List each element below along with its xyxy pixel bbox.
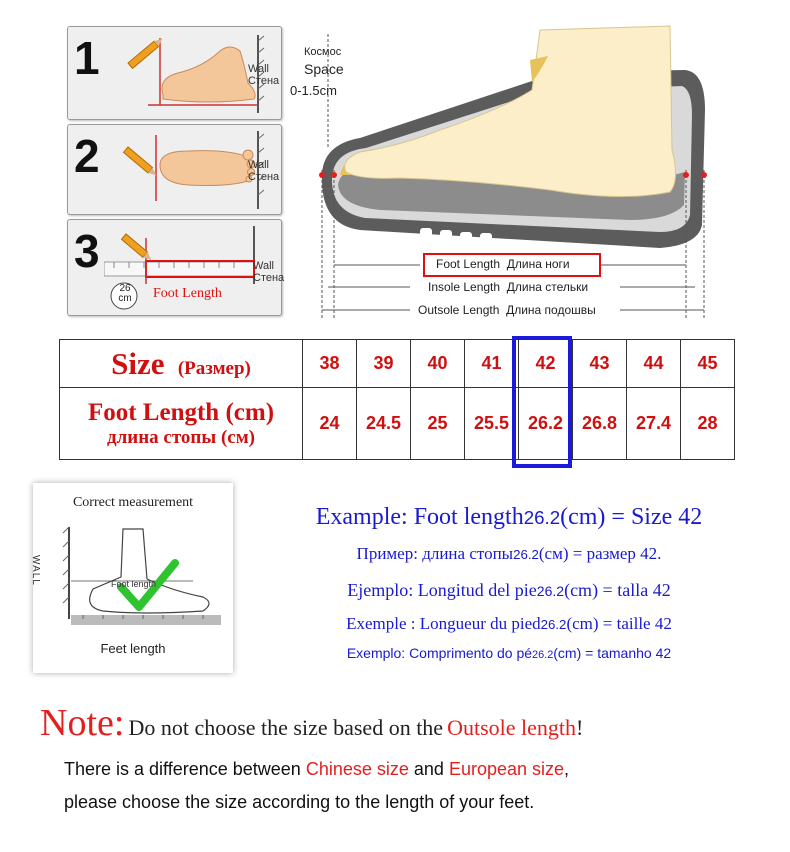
foot-length-label: Foot Length bbox=[153, 286, 222, 301]
outsole-length-line-label: Outsole Length Длина подошвы bbox=[418, 303, 596, 317]
note-line-3: please choose the size according to the length of your feet. bbox=[64, 792, 535, 812]
space-label-en: Space bbox=[304, 61, 344, 77]
size-cell: 41 bbox=[465, 340, 519, 388]
length-cell: 24.5 bbox=[357, 388, 411, 460]
example-fr: Exemple : Longueur du pied26.2(cm) = taille 42 bbox=[346, 614, 672, 633]
length-header: Foot Length (cm) длина стопы (см) bbox=[60, 388, 303, 460]
step-3-panel bbox=[67, 219, 285, 316]
example-en: Example: Foot length26.2(cm) = Size 42 bbox=[315, 504, 703, 530]
space-range: 0-1.5cm bbox=[290, 83, 337, 98]
size-cell: 44 bbox=[627, 340, 681, 388]
step-2-panel bbox=[67, 124, 282, 215]
size-cell-highlighted: 42 bbox=[519, 340, 573, 388]
space-label-ru: Космос bbox=[304, 46, 342, 58]
foot-length-small-label: Foot length bbox=[111, 579, 157, 589]
length-cell: 24 bbox=[303, 388, 357, 460]
size-cell: 43 bbox=[573, 340, 627, 388]
example-pt: Exemplo: Comprimento do pé26.2(cm) = tamanho 42 bbox=[346, 645, 672, 661]
wall-label: Wall Стена bbox=[248, 63, 280, 87]
step-number: 2 bbox=[74, 130, 100, 182]
example-ru: Пример: длина стопы26.2(см) = размер 42. bbox=[356, 544, 662, 563]
note-line-2: There is a difference between Chinese size and European size, bbox=[64, 759, 570, 779]
length-cell: 25.5 bbox=[465, 388, 519, 460]
correct-measurement-illustration bbox=[43, 519, 228, 629]
size-cell: 38 bbox=[303, 340, 357, 388]
correct-measurement-card bbox=[30, 483, 233, 673]
measurement-badge: 26 cm bbox=[118, 283, 132, 304]
feet-length-label: Feet length bbox=[100, 641, 166, 656]
wall-label: Wall Стена bbox=[253, 260, 285, 284]
note-title: Note: bbox=[40, 702, 125, 744]
size-table bbox=[59, 339, 735, 460]
step-number: 3 bbox=[74, 225, 100, 277]
wall-label: Wall Стена bbox=[248, 159, 280, 183]
length-row bbox=[60, 388, 735, 460]
wall-label-vertical: WALL bbox=[30, 555, 41, 586]
size-cell: 45 bbox=[681, 340, 735, 388]
size-cell: 39 bbox=[357, 340, 411, 388]
length-cell: 28 bbox=[681, 388, 735, 460]
shoe-cross-section-diagram bbox=[300, 20, 720, 320]
length-cell: 26.8 bbox=[573, 388, 627, 460]
size-42-highlight-box bbox=[512, 336, 572, 468]
size-header: Size (Размер) bbox=[60, 340, 303, 388]
example-es: Ejemplo: Longitud del pie26.2(cm) = talla 42 bbox=[347, 580, 671, 600]
size-row bbox=[60, 340, 735, 388]
step-number: 1 bbox=[74, 32, 100, 84]
step-1-panel bbox=[67, 26, 282, 120]
insole-length-line-label: Insole Length Длина стельки bbox=[428, 280, 589, 294]
correct-measurement-title: Correct measurement bbox=[72, 495, 194, 510]
length-cell: 25 bbox=[411, 388, 465, 460]
length-cell-highlighted: 26.2 bbox=[519, 388, 573, 460]
size-cell: 40 bbox=[411, 340, 465, 388]
note-line-1: Note: Do not choose the size based on the Outsole length! bbox=[40, 702, 584, 744]
foot-length-line-label: Foot Length Длина ноги bbox=[436, 257, 570, 271]
length-cell: 27.4 bbox=[627, 388, 681, 460]
